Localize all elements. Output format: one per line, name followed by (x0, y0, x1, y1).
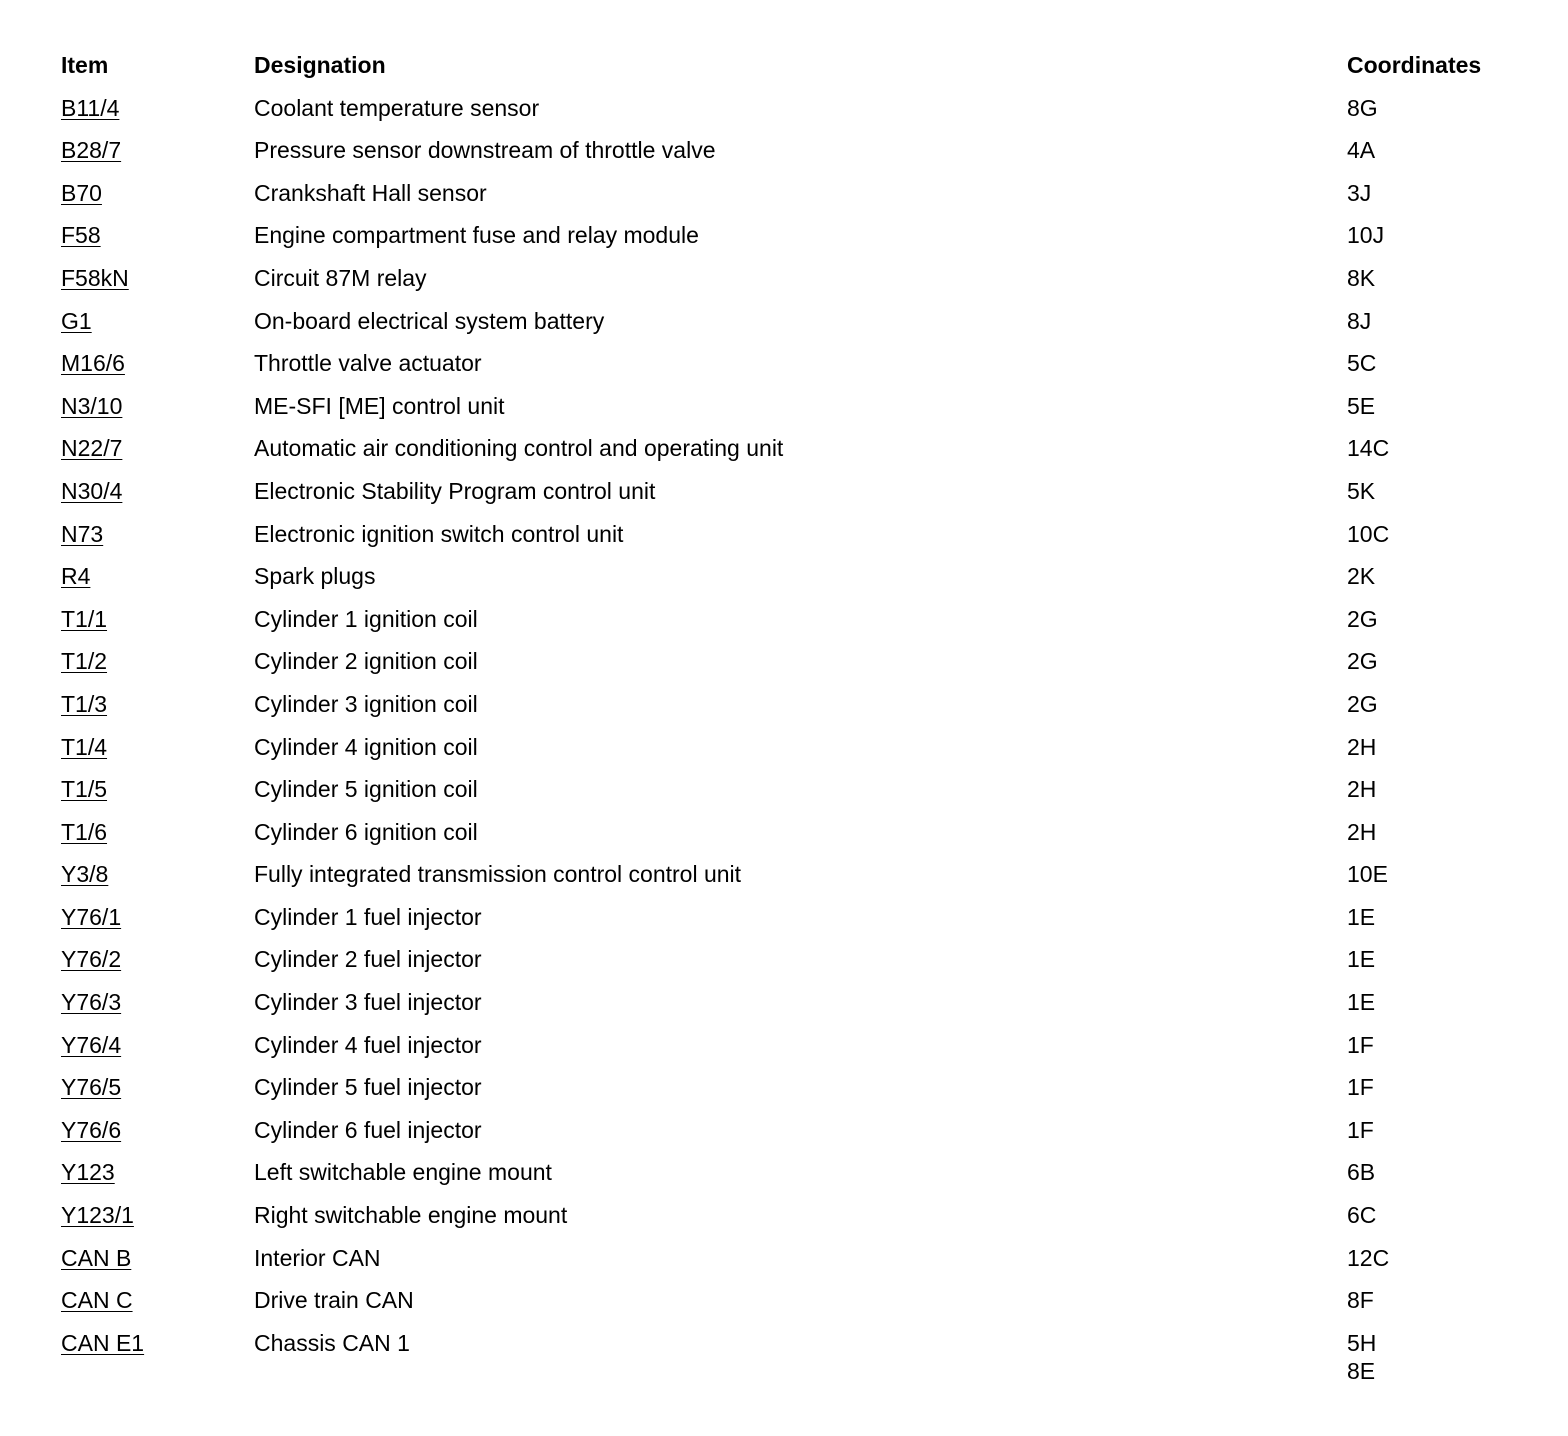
header-item: Item (61, 52, 109, 78)
cell-coordinates (1347, 896, 1376, 930)
table-row (61, 555, 1521, 598)
cell-coordinates (1347, 1151, 1376, 1186)
cell-item (61, 726, 107, 769)
cell-coordinates (1347, 981, 1376, 1016)
coordinate-value: 1E (1347, 989, 1376, 1016)
cell-designation: Electronic ignition switch control unit (254, 520, 624, 547)
cell-coordinates (1347, 1322, 1377, 1384)
coordinate-value: 5H (1347, 1329, 1377, 1356)
cell-item (61, 427, 122, 470)
table-row (61, 598, 1521, 641)
cell-item (61, 640, 107, 683)
coordinate-value: 10E (1347, 861, 1388, 888)
item-link[interactable]: N73 (61, 520, 104, 547)
item-link[interactable]: Y76/2 (61, 946, 122, 973)
item-link[interactable]: CAN B (61, 1244, 132, 1271)
cell-designation: Cylinder 3 fuel injector (254, 989, 482, 1016)
table-row (61, 640, 1521, 683)
cell-coordinates (1347, 385, 1376, 419)
table-header-row (61, 44, 1521, 87)
cell-item (61, 214, 101, 257)
cell-item (61, 683, 107, 726)
coordinate-value: 1E (1347, 903, 1376, 930)
table-row (61, 811, 1521, 854)
cell-coordinates (1347, 811, 1377, 845)
table-row (61, 768, 1521, 811)
cell-designation: Left switchable engine mount (254, 1159, 552, 1186)
cell-coordinates (1347, 1194, 1377, 1229)
cell-designation: ME-SFI [ME] control unit (254, 392, 505, 419)
cell-designation: Cylinder 4 fuel injector (254, 1031, 482, 1058)
cell-item (61, 300, 92, 343)
table-row (61, 470, 1521, 513)
table-row (61, 129, 1521, 172)
cell-designation: Fully integrated transmission control control unit (254, 861, 742, 888)
table-row (61, 172, 1521, 215)
cell-coordinates (1347, 1109, 1374, 1143)
table-row (61, 513, 1521, 556)
cell-designation: Cylinder 4 ignition coil (254, 733, 478, 760)
cell-designation: On-board electrical system battery (254, 307, 605, 334)
coordinate-value: 5K (1347, 477, 1376, 504)
cell-coordinates (1347, 1279, 1374, 1314)
table-row (61, 1279, 1521, 1322)
cell-designation: Cylinder 6 fuel injector (254, 1116, 482, 1143)
cell-coordinates (1347, 87, 1378, 121)
table-row (61, 1237, 1521, 1280)
item-link[interactable]: T1/1 (61, 605, 108, 632)
cell-item (61, 555, 90, 598)
cell-coordinates (1347, 1066, 1374, 1101)
table-row (61, 1151, 1521, 1194)
table-row (61, 1066, 1521, 1109)
cell-coordinates (1347, 257, 1376, 291)
cell-coordinates (1347, 853, 1388, 888)
coordinate-value: 2H (1347, 776, 1377, 803)
cell-item (61, 981, 121, 1024)
coordinate-value: 14C (1347, 435, 1390, 462)
coordinate-value: 1F (1347, 1116, 1374, 1143)
cell-item (61, 598, 107, 641)
table-row (61, 1024, 1521, 1067)
cell-coordinates (1347, 300, 1372, 334)
item-link[interactable]: Y76/1 (61, 903, 122, 930)
cell-item (61, 1066, 121, 1109)
header-coordinates: Coordinates (1347, 52, 1482, 78)
coordinate-value: 6C (1347, 1202, 1377, 1229)
coordinate-value: 1E (1347, 946, 1376, 973)
coordinate-value: 5C (1347, 350, 1377, 377)
coordinate-value: 2H (1347, 733, 1377, 760)
cell-designation: Engine compartment fuse and relay module (254, 222, 699, 249)
item-link[interactable]: CAN C (61, 1287, 133, 1314)
cell-item (61, 1279, 133, 1322)
item-link[interactable]: Y76/4 (61, 1031, 122, 1058)
coordinate-value: 4A (1347, 137, 1376, 164)
table-row (61, 300, 1521, 343)
item-link[interactable]: B70 (61, 179, 102, 206)
table-row (61, 257, 1521, 300)
cell-coordinates (1347, 172, 1372, 206)
cell-item (61, 257, 129, 300)
cell-designation: Cylinder 2 ignition coil (254, 648, 478, 675)
item-link[interactable]: M16/6 (61, 350, 125, 377)
coordinate-value: 1F (1347, 1031, 1374, 1058)
item-link[interactable]: T1/6 (61, 818, 108, 845)
coordinate-value: 8F (1347, 1287, 1374, 1314)
cell-item (61, 811, 107, 854)
cell-item (61, 1194, 134, 1237)
table-row (61, 683, 1521, 726)
coordinate-value: 12C (1347, 1244, 1390, 1271)
cell-item (61, 853, 108, 896)
item-link[interactable]: R4 (61, 563, 91, 590)
table-row (61, 896, 1521, 939)
cell-designation: Cylinder 2 fuel injector (254, 946, 482, 973)
cell-designation: Right switchable engine mount (254, 1202, 568, 1229)
coordinate-value: 8E (1347, 1357, 1376, 1384)
cell-item (61, 1322, 144, 1365)
item-link[interactable]: T1/4 (61, 733, 108, 760)
item-link[interactable]: Y3/8 (61, 861, 109, 888)
cell-item (61, 1151, 115, 1194)
table-row (61, 342, 1521, 385)
cell-item (61, 938, 121, 981)
cell-coordinates (1347, 726, 1377, 760)
coordinate-value: 3J (1347, 179, 1372, 206)
table-row (61, 853, 1521, 896)
item-link[interactable]: N22/7 (61, 435, 123, 462)
coordinate-value: 2G (1347, 605, 1378, 632)
coordinate-value: 10J (1347, 222, 1385, 249)
cell-item (61, 513, 103, 556)
coordinate-value: 8J (1347, 307, 1372, 334)
coordinate-value: 2G (1347, 648, 1378, 675)
item-link[interactable]: N3/10 (61, 392, 123, 419)
item-link[interactable]: F58kN (61, 264, 129, 291)
cell-designation: Spark plugs (254, 563, 376, 590)
cell-item (61, 896, 121, 939)
table-row (61, 1109, 1521, 1152)
cell-coordinates (1347, 1237, 1390, 1271)
item-link[interactable]: Y76/5 (61, 1074, 122, 1101)
cell-designation: Pressure sensor downstream of throttle valve (254, 137, 716, 164)
cell-item (61, 768, 107, 811)
header-designation: Designation (254, 52, 386, 78)
table-row (61, 385, 1521, 428)
cell-designation: Throttle valve actuator (254, 350, 482, 377)
item-link[interactable]: Y123 (61, 1159, 115, 1186)
coordinate-value: 10C (1347, 520, 1390, 547)
cell-coordinates (1347, 427, 1390, 462)
cell-item (61, 385, 122, 428)
cell-item (61, 87, 119, 130)
cell-designation: Drive train CAN (254, 1287, 414, 1314)
cell-designation: Coolant temperature sensor (254, 94, 540, 121)
cell-coordinates (1347, 513, 1390, 547)
cell-item (61, 172, 102, 215)
cell-item (61, 129, 121, 172)
table-body (61, 87, 1521, 1384)
table-row (61, 427, 1521, 470)
coordinate-value: 2H (1347, 818, 1377, 845)
table-row (61, 1194, 1521, 1237)
cell-designation: Cylinder 3 ignition coil (254, 690, 478, 717)
cell-designation: Circuit 87M relay (254, 264, 427, 291)
item-link[interactable]: Y123/1 (61, 1202, 134, 1229)
item-link[interactable]: Y76/6 (61, 1116, 122, 1143)
item-link[interactable]: T1/5 (61, 776, 108, 803)
coordinate-value: 8K (1347, 264, 1376, 291)
table-row (61, 938, 1521, 981)
coordinate-value: 2K (1347, 563, 1376, 590)
cell-item (61, 342, 125, 385)
component-legend-table (61, 44, 1521, 1384)
coordinate-value: 5E (1347, 392, 1376, 419)
cell-item (61, 1024, 121, 1067)
cell-coordinates (1347, 768, 1377, 803)
cell-designation: Interior CAN (254, 1244, 381, 1271)
cell-designation: Cylinder 5 ignition coil (254, 776, 478, 803)
coordinate-value: 1F (1347, 1074, 1374, 1101)
item-link[interactable]: B11/4 (61, 94, 120, 121)
table-row (61, 87, 1521, 130)
item-link[interactable]: G1 (61, 307, 92, 334)
cell-designation: Cylinder 6 ignition coil (254, 818, 478, 845)
cell-coordinates (1347, 214, 1385, 249)
cell-designation: Electronic Stability Program control unit (254, 477, 656, 504)
cell-designation: Cylinder 1 ignition coil (254, 605, 478, 632)
item-link[interactable]: N30/4 (61, 477, 123, 504)
table-row (61, 1322, 1521, 1384)
cell-coordinates (1347, 129, 1376, 164)
item-link[interactable]: B28/7 (61, 137, 122, 164)
cell-designation: Chassis CAN 1 (254, 1329, 410, 1356)
table-row (61, 726, 1521, 769)
cell-coordinates (1347, 470, 1376, 504)
cell-coordinates (1347, 1024, 1374, 1058)
coordinate-value: 8G (1347, 94, 1378, 121)
item-link[interactable]: CAN E1 (61, 1329, 145, 1356)
cell-item (61, 1237, 131, 1280)
cell-item (61, 1109, 121, 1152)
item-link[interactable]: Y76/3 (61, 989, 122, 1016)
item-link[interactable]: T1/2 (61, 648, 108, 675)
cell-coordinates (1347, 342, 1377, 377)
cell-designation: Crankshaft Hall sensor (254, 179, 487, 206)
table-row (61, 981, 1521, 1024)
coordinate-value: 6B (1347, 1159, 1376, 1186)
cell-designation: Automatic air conditioning control and operating unit (254, 435, 784, 462)
cell-coordinates (1347, 683, 1378, 717)
coordinate-value: 2G (1347, 690, 1378, 717)
cell-coordinates (1347, 598, 1378, 632)
cell-coordinates (1347, 938, 1376, 973)
table-row (61, 214, 1521, 257)
cell-designation: Cylinder 5 fuel injector (254, 1074, 482, 1101)
cell-designation: Cylinder 1 fuel injector (254, 903, 482, 930)
cell-coordinates (1347, 640, 1378, 675)
item-link[interactable]: F58 (61, 222, 101, 249)
item-link[interactable]: T1/3 (61, 690, 108, 717)
cell-coordinates (1347, 555, 1376, 590)
cell-item (61, 470, 122, 513)
